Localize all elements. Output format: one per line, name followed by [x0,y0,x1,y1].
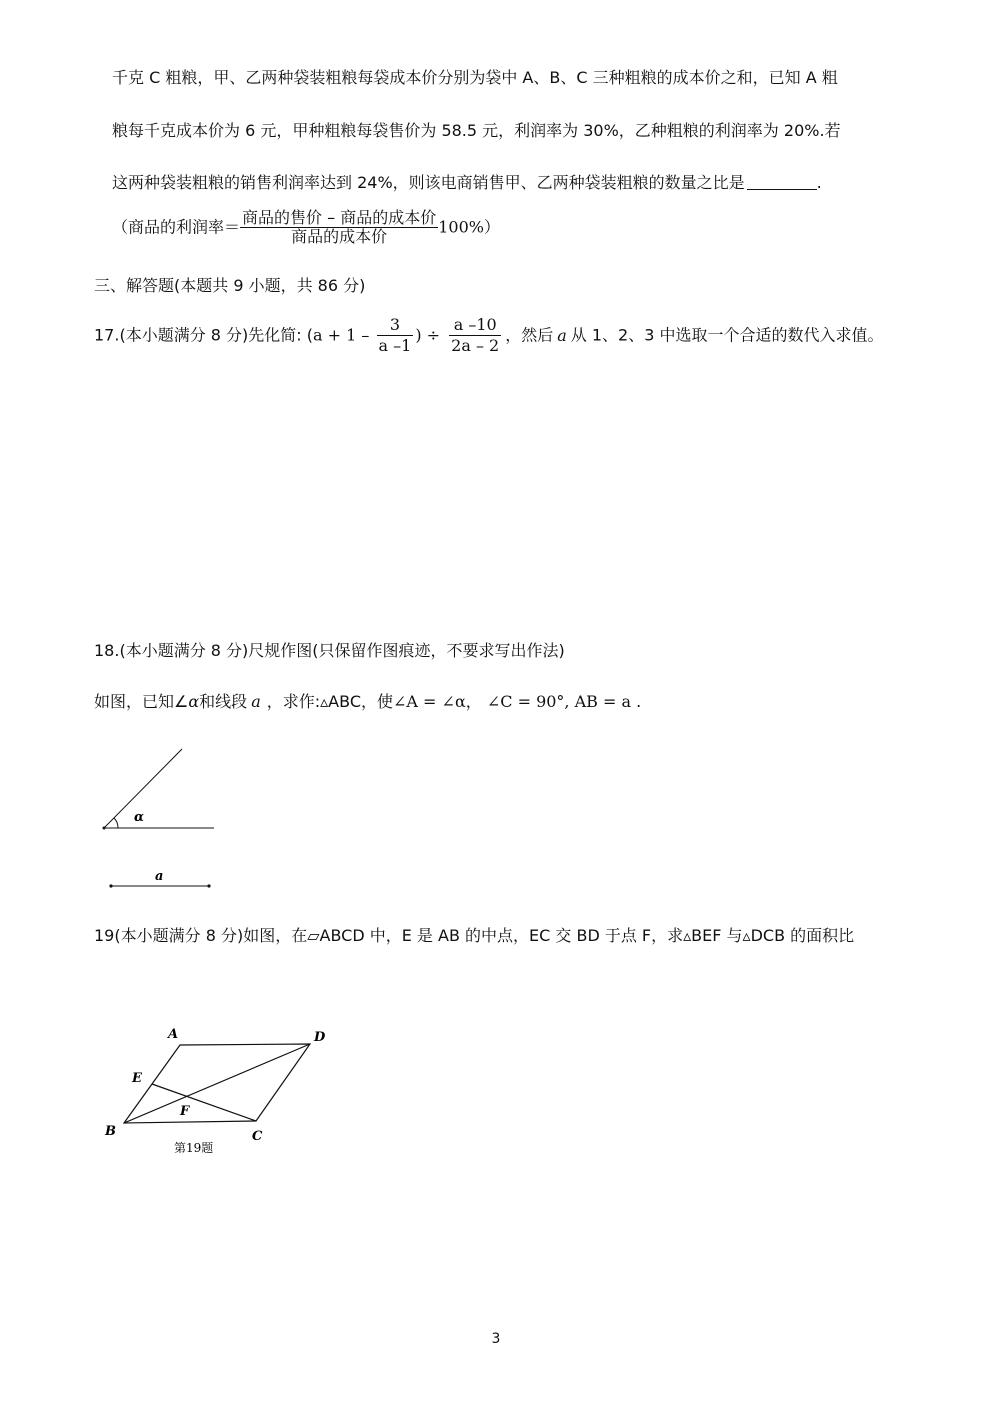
label-d: D [314,1030,326,1045]
label-f: F [180,1104,190,1119]
q18-text [94,692,641,712]
q18-title: 18.(本小题满分 8 分)尺规作图(只保留作图痕迹，不要求写出作法) [94,641,565,660]
q17-suffix-a: ，然后 [505,325,554,345]
formula-prefix: （商品的利润率＝ [112,217,241,237]
q19-text: 19(本小题满分 8 分)如图，在▱ABCD 中，E 是 AB 的中点，EC 交 BD 于点 F，求▵BEF 与▵DCB 的面积比 [94,926,855,945]
q17-fraction-1 [377,315,414,356]
q17-expr: a + 1 – [313,325,370,345]
q18-text-c: ，求作: [266,692,321,711]
q17-var: a [557,325,567,345]
q18-tri: ▵ABC [320,692,361,711]
q17-fraction-2 [449,315,501,356]
q16-line-1: 千克 C 粗粮，甲、乙两种袋装粗粮每袋成本价分别为袋中 A、B、C 三种粗粮的成本价之和，已知 A 粗 [112,68,838,87]
q17-frac1-denominator: a –1 [378,336,412,355]
q18-text-a: 如图，已知∠ [94,692,189,711]
q18-seg: a [251,692,261,711]
q17 [94,315,884,356]
q18-text-d: ，使 [360,692,393,711]
label-e: E [132,1071,142,1086]
q16-line-3 [112,173,822,193]
q18-text-b: 和线段 [199,692,248,711]
q17-prefix: 17.(本小题满分 8 分)先化简: ( [94,325,314,345]
segment-endpoint-left [109,884,112,887]
formula-suffix: 100%） [438,217,500,237]
q17-frac1-numerator: 3 [377,315,414,336]
q16-line-3-end: . [816,173,822,192]
formula-denominator: 商品的成本价 [291,227,388,246]
parallelogram-figure [98,1020,338,1160]
formula-numerator: 商品的售价 – 商品的成本价 [242,208,437,227]
q17-frac2-numerator: a –10 [449,315,501,336]
figure-caption: 第19题 [174,1141,214,1155]
angle-arc [114,818,118,828]
q18-conditions: ∠A = ∠α， ∠C = 90°, AB = a . [393,692,642,711]
section-heading: 三、解答题(本题共 9 小题，共 86 分) [94,276,366,295]
label-b: B [105,1124,116,1139]
segment-a-figure [106,866,216,892]
q17-suffix-b: 从 1、2、3 中选取一个合适的数代入求值。 [570,325,884,345]
q17-frac2-denominator: 2a – 2 [451,336,500,355]
q16-line-2: 粮每千克成本价为 6 元，甲种粗粮每袋售价为 58.5 元，利润率为 30%，乙种粗粮的利润率为 20%.若 [112,121,841,140]
profit-rate-formula [112,209,500,246]
q16-line-3-text: 这两种袋装粗粮的销售利润率达到 24%，则该电商销售甲、乙两种袋装粗粮的数量之比是 [112,173,745,192]
angle-label: α [134,810,145,825]
label-c: C [252,1129,263,1144]
page-number: 3 [491,1331,501,1347]
angle-alpha-figure [98,744,222,836]
segment-endpoint-right [207,884,210,887]
label-a: A [168,1027,179,1042]
q18-alpha: α [188,692,200,711]
q17-divide: ) ÷ [415,325,441,345]
answer-blank[interactable] [747,173,817,190]
segment-label: a [155,869,164,884]
angle-vertex [103,827,106,830]
formula-fraction [240,209,438,246]
